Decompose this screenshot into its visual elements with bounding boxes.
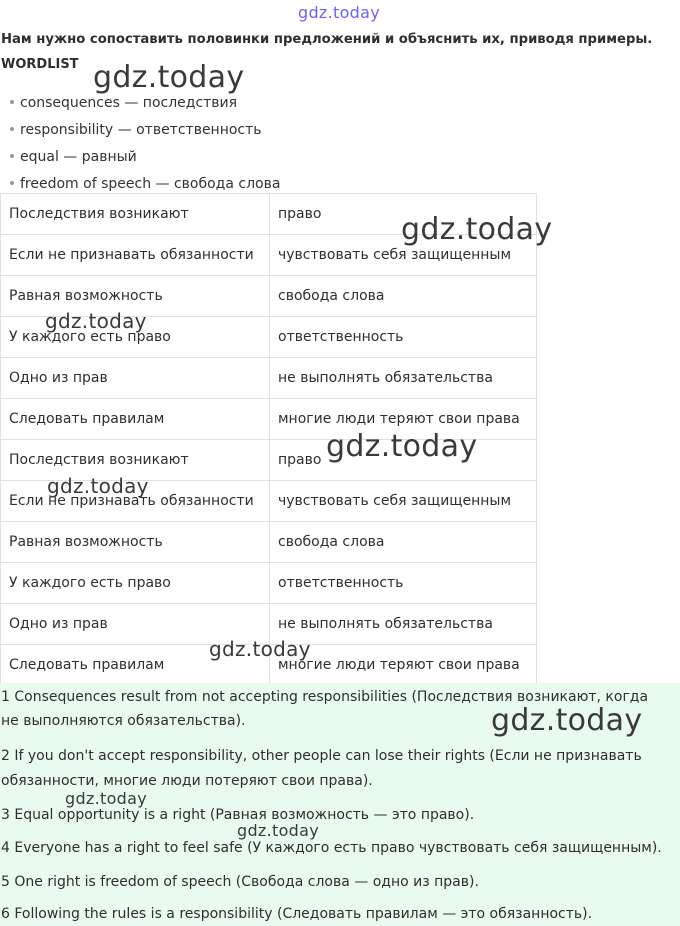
table-cell-left: Одно из прав (1, 358, 270, 399)
table-cell-right: чувствовать себя защищенным (270, 235, 537, 276)
table-cell-right: право (270, 440, 537, 481)
table-cell-left: Равная возможность (1, 522, 270, 563)
table-cell-right: право (270, 194, 537, 235)
answer-line: 3 Equal opportunity is a right (Равная возможность — это право). (1, 807, 475, 823)
answer-line: 5 One right is freedom of speech (Свобода слова — одно из прав). (1, 874, 479, 890)
table-row (1, 522, 537, 563)
wordlist-item (10, 120, 280, 147)
table-cell-left: Следовать правилам (1, 645, 270, 686)
watermark: gdz.today (401, 212, 553, 247)
wordlist-title: WORDLIST (1, 57, 79, 72)
answer-line: 2 If you don't accept responsibility, other people can lose their rights (Если не признавать (1, 748, 642, 764)
task-intro: Нам нужно сопоставить половинки предложений и объяснить их, приводя примеры. (1, 32, 653, 47)
wordlist-item-text: consequences — последствия (20, 95, 238, 111)
wordlist-item-text: equal — равный (20, 149, 137, 165)
table-cell-left: У каждого есть право (1, 317, 270, 358)
table-cell-right: ответственность (270, 563, 537, 604)
table-cell-left: Если не признавать обязанности (1, 481, 270, 522)
answer-line: не выполняются обязательства). (1, 713, 246, 729)
watermark: gdz.today (326, 429, 478, 464)
table-cell-left: Одно из прав (1, 604, 270, 645)
table-cell-left: Если не признавать обязанности (1, 235, 270, 276)
table-cell-left: Последствия возникают (1, 440, 270, 481)
wordlist-item-text: responsibility — ответственность (20, 122, 262, 138)
wordlist-item (10, 147, 280, 174)
table-cell-left: Равная возможность (1, 276, 270, 317)
bullet-icon (10, 154, 14, 158)
table-cell-left: Последствия возникают (1, 194, 270, 235)
watermark: gdz.today (209, 637, 311, 661)
bullet-icon (10, 127, 14, 131)
watermark: gdz.today (491, 703, 643, 738)
answer-line: 4 Everyone has a right to feel safe (У каждого есть право чувствовать себя защищенным). (1, 840, 662, 856)
wordlist (10, 93, 280, 201)
answer-line: 6 Following the rules is a responsibility (Следовать правилам — это обязанность). (1, 906, 593, 922)
bullet-icon (10, 100, 14, 104)
watermark: gdz.today (45, 309, 147, 333)
table-cell-right: чувствовать себя защищенным (270, 481, 537, 522)
table-row (1, 358, 537, 399)
top-watermark: gdz.today (298, 3, 380, 22)
watermark: gdz.today (237, 821, 319, 840)
watermark: gdz.today (65, 789, 147, 808)
table-cell-right: не выполнять обязательства (270, 604, 537, 645)
answer-line: 1 Consequences result from not accepting responsibilities (Последствия возникают, когда (1, 689, 649, 705)
answer-line: обязанности, многие люди потеряют свои права). (1, 773, 373, 789)
table-cell-left: Следовать правилам (1, 399, 270, 440)
table-cell-right: свобода слова (270, 522, 537, 563)
table-cell-right: ответственность (270, 317, 537, 358)
bullet-icon (10, 181, 14, 185)
table-cell-right: многие люди теряют свои права (270, 645, 537, 686)
watermark: gdz.today (93, 60, 245, 95)
table-cell-right: многие люди теряют свои права (270, 399, 537, 440)
table-cell-right: свобода слова (270, 276, 537, 317)
wordlist-item (10, 93, 280, 120)
table-cell-right: не выполнять обязательства (270, 358, 537, 399)
table-row (1, 563, 537, 604)
watermark: gdz.today (47, 474, 149, 498)
wordlist-item-text: freedom of speech — свобода слова (20, 176, 281, 192)
table-cell-left: У каждого есть право (1, 563, 270, 604)
